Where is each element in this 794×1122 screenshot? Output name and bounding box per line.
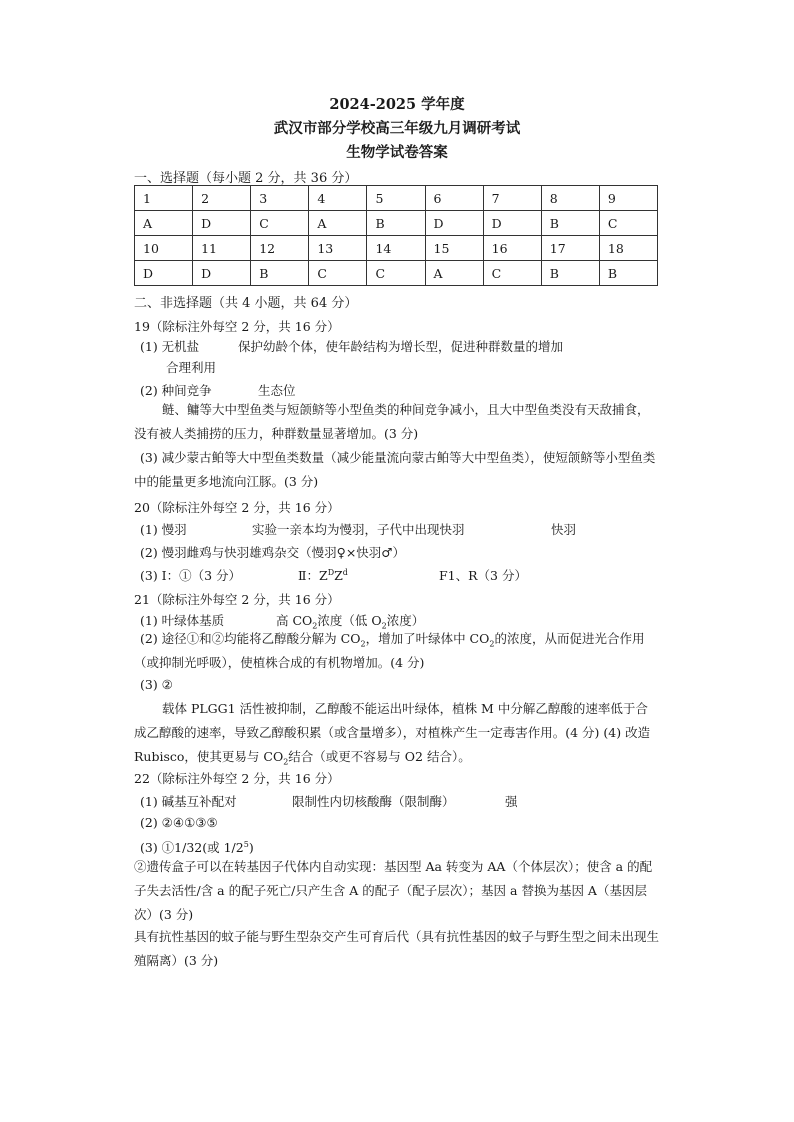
q20-3b-sup1: D: [327, 567, 335, 577]
table-cell: 13: [309, 236, 367, 261]
table-cell: B: [251, 261, 309, 286]
q20-3b-mid: Z: [334, 568, 343, 583]
title-block: [0, 93, 794, 165]
table-cell: D: [425, 211, 483, 236]
q19-answer-3: (3) 减少蒙古鲌等大中型鱼类数量（减少能量流向蒙古鲌等大中型鱼类），使短颌鲚等小型鱼类中的能量更多地流向江豚。(3 分): [134, 450, 656, 489]
q22-answer-1c: 强: [505, 794, 518, 809]
table-cell: 18: [599, 236, 657, 261]
q22-answer-1b: 限制性内切核酸酶（限制酶）: [292, 794, 455, 809]
q19-answer-1a: (1) 无机盐: [140, 339, 200, 354]
q20-answer-3a: (3) Ⅰ：①（3 分）: [140, 568, 242, 583]
q22-3-end: ): [248, 840, 254, 855]
table-cell: D: [135, 261, 193, 286]
q22-answer-4: ②遗传盒子可以在转基因子代体内自动实现：基因型 Aa 转变为 AA（个体层次）；使含 a 的配子失去活性/含 a 的配子死亡/只产生含 A 的配子（配子层次）；基因 a 替换为基因 A（基因层次）(3 分): [134, 859, 653, 922]
table-row: [135, 236, 658, 261]
q21-explanation: [134, 697, 660, 769]
q20-heading: 20（除标注外每空 2 分，共 16 分）: [134, 500, 340, 515]
q19-answer-1b: 保护幼龄个体，使年龄结构为增长型，促进种群数量的增加: [238, 339, 564, 354]
page-title: 生物学试卷答案: [346, 144, 448, 161]
q22-answer-5: 具有抗性基因的蚊子能与野生型杂交产生可育后代（具有抗性基因的蚊子与野生型之间未出现生殖隔离）(3 分): [134, 929, 660, 968]
q21-expl-sub: 2: [283, 757, 289, 767]
table-cell: B: [599, 261, 657, 286]
table-cell: C: [309, 261, 367, 286]
table-row: [135, 261, 658, 286]
table-cell: 11: [193, 236, 251, 261]
table-cell: 2: [193, 186, 251, 211]
q19-explanation: 鲢、鳙等大中型鱼类与短颌鲚等小型鱼类的种间竞争减小，且大中型鱼类没有天敌捕食，没有被人类捕捞的压力，种群数量显著增加。(3 分): [134, 402, 650, 441]
table-cell: 4: [309, 186, 367, 211]
q22-3-text: (3) ①1/32(或 1/2: [140, 840, 244, 855]
table-cell: A: [135, 211, 193, 236]
table-cell: 16: [483, 236, 541, 261]
q21-answer-3: (3) ②: [140, 677, 173, 692]
table-cell: 9: [599, 186, 657, 211]
q21-1b-part3: 浓度）: [386, 613, 425, 628]
q20-answer-3b: [298, 566, 348, 584]
table-cell: 10: [135, 236, 193, 261]
part2-heading: 二、非选择题（共 4 小题，共 64 分）: [134, 296, 358, 311]
q20-answer-1a: (1) 慢羽: [140, 522, 187, 537]
table-cell: C: [367, 261, 425, 286]
table-cell: B: [541, 261, 599, 286]
table-cell: D: [483, 211, 541, 236]
table-cell: 15: [425, 236, 483, 261]
part1-heading: 一、选择题（每小题 2 分，共 36 分）: [134, 171, 358, 186]
table-cell: C: [483, 261, 541, 286]
table-cell: B: [541, 211, 599, 236]
table-cell: 17: [541, 236, 599, 261]
q21-1b-part2: 浓度（低 O: [317, 613, 382, 628]
q20-answer-2: (2) 慢羽雌鸡与快羽雄鸡杂交（慢羽♀×快羽♂）: [140, 545, 405, 560]
exam-name: 武汉市部分学校高三年级九月调研考试: [273, 120, 521, 137]
table-cell: 8: [541, 186, 599, 211]
q21-1b-part1: 高 CO: [276, 613, 313, 628]
choice-answer-table: [134, 185, 658, 286]
table-cell: 6: [425, 186, 483, 211]
q19-answer-2a: (2) 种间竞争: [140, 383, 212, 398]
q19-answer-1c: 合理利用: [166, 360, 217, 375]
academic-year: 2024-2025 学年度: [329, 96, 465, 113]
q21-expl-end: 结合（或更不容易与 O2 结合）。: [288, 749, 471, 764]
table-cell: 5: [367, 186, 425, 211]
q21-1b-sub2: 2: [381, 621, 387, 631]
q21-2-part2: ，增加了叶绿体中 CO: [365, 631, 490, 646]
table-cell: A: [309, 211, 367, 236]
table-cell: A: [425, 261, 483, 286]
q21-expl-text: 载体 PLGG1 活性被抑制，乙醇酸不能运出叶绿体，植株 M 中分解乙醇酸的速率低于合成乙醇酸的速率，导致乙醇酸积累（或含量增多），对植株产生一定毒害作用。(4 分) (4) 改造 Rubisco，使其更易与 CO: [134, 701, 651, 764]
table-cell: 1: [135, 186, 193, 211]
q21-2-part1: (2) 途径①和②均能将乙醇酸分解为 CO: [140, 631, 361, 646]
table-cell: D: [193, 211, 251, 236]
q19-answer-2b: 生态位: [258, 383, 296, 398]
q20-3b-prefix: Ⅱ：Z: [298, 568, 328, 583]
q20-3b-sup2: d: [342, 567, 348, 577]
table-cell: 3: [251, 186, 309, 211]
q20-answer-1b: 实验一亲本均为慢羽，子代中出现快羽: [252, 522, 465, 537]
table-cell: 12: [251, 236, 309, 261]
table-row: [135, 186, 658, 211]
q19-heading: 19（除标注外每空 2 分，共 16 分）: [134, 319, 340, 334]
table-cell: 14: [367, 236, 425, 261]
table-cell: D: [193, 261, 251, 286]
q21-2-part3: 的浓度，从而促进光合作用（或抑制光呼吸），使植株合成的有机物增加。(4 分): [134, 631, 645, 670]
q22-answer-1a: (1) 碱基互补配对: [140, 794, 237, 809]
q21-2-sub2: 2: [489, 639, 495, 649]
table-cell: 7: [483, 186, 541, 211]
q22-answer-3: [140, 838, 254, 856]
q20-answer-3c: F1、R（3 分）: [439, 568, 527, 583]
table-cell: C: [599, 211, 657, 236]
q20-answer-1c: 快羽: [551, 522, 577, 537]
table-row: [135, 211, 658, 236]
q21-1b-sub1: 2: [312, 621, 318, 631]
table-cell: B: [367, 211, 425, 236]
q21-2-sub1: 2: [360, 639, 366, 649]
q22-heading: 22（除标注外每空 2 分，共 16 分）: [134, 771, 340, 786]
table-cell: C: [251, 211, 309, 236]
q22-answer-2: (2) ②④①③⑤: [140, 815, 218, 830]
q22-3-sup: 5: [243, 839, 249, 849]
q21-answer-1a: (1) 叶绿体基质: [140, 613, 225, 628]
q21-answer-2: [134, 627, 660, 675]
q21-heading: 21（除标注外每空 2 分，共 16 分）: [134, 592, 340, 607]
